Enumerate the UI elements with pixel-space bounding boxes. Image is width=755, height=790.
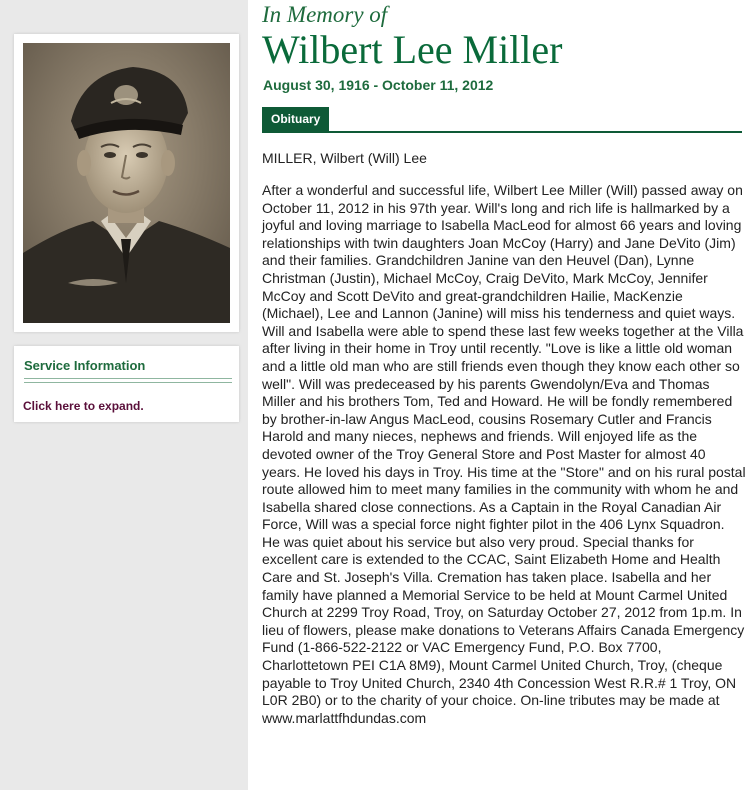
portrait-frame: [14, 34, 239, 332]
expand-service-link[interactable]: Click here to expand.: [23, 399, 144, 413]
sidebar: [0, 0, 248, 790]
portrait-photo: [23, 43, 230, 323]
life-dates: August 30, 1916 - October 11, 2012: [263, 77, 494, 93]
obituary-heading: MILLER, Wilbert (Will) Lee: [262, 150, 427, 166]
tab-bar: [262, 107, 742, 133]
portrait-image: [23, 43, 230, 323]
service-information-panel: [14, 346, 239, 422]
obituary-text: After a wonderful and successful life, Wilbert Lee Miller (Will) passed away on October 11, 2012 in his 97th year. Will's long and rich life is hallmarked by a joyful and loving marriage to Isabella MacLeod for almost 66 years and loving relationships with twin daughters Joan McCoy (Harry) and Jane DeVito (Jim) and their families. Grandchildren Janine van den Heuvel (Dan), Lynne Christman (Justin), Michael McCoy, Craig DeVito, Mark McCoy, Jennifer McCoy and Scott DeVito and great-grandchildren Hailie, MacKenzie (Michael), Lee and Lannon (Janine) will miss his tenderness and quiet ways. Will and Isabella were able to spend these last few weeks together at the Villa after living in their home in Troy until recently. "Love is like a little old woman and a little old man who are still friends even though they know each other so well". Will was predeceased by his parents Gwendolyn/Eva and Thomas Miller and his brothers Tom, Ted and Howard. He will be fondly remembered by brother-in-law Angus MacLeod, cousins Rosemary Cutler and Francis Harold and many nieces, nephews and friends. Will enjoyed life as the devoted owner of the Troy General Store and Post Master for almost 40 years. He loved his days in Troy. His time at the "Store" and on his rural postal route allowed him to meet many families in the community with whom he and Isabella shared close connections. As a Captain in the Royal Canadian Air Force, Will was a special force night fighter pilot in the 406 Lynx Squadron. He was quiet about his service but also very proud. Special thanks for excellent care is extended to the CCAC, Saint Elizabeth Home and Health Care and St. Joseph's Villa. Cremation has taken place. Isabella and her family have planned a Memorial Service to be held at Mount Carmel United Church at 2299 Troy Road, Troy, on Saturday October 27, 2012 from 1p.m. In lieu of flowers, please make donations to Veterans Affairs Canada Emergency Fund (1-866-522-2122 or VAC Emergency Fund, P.O. Box 7700, Charlottetown PEI C1A 8M9), Mount Carmel United Church, Troy, (cheque payable to Troy United Church, 2340 4th Concession West R.R.# 1 Troy, ON L0R 2B0) or to the charity of your choice. On-line tributes may be made at www.marlattfhdundas.com: [262, 182, 746, 726]
tab-obituary[interactable]: Obituary: [262, 107, 329, 131]
service-divider: [24, 378, 232, 383]
service-information-title: Service Information: [24, 358, 146, 373]
deceased-name: Wilbert Lee Miller: [262, 27, 563, 72]
in-memory-label: In Memory of: [262, 2, 388, 27]
